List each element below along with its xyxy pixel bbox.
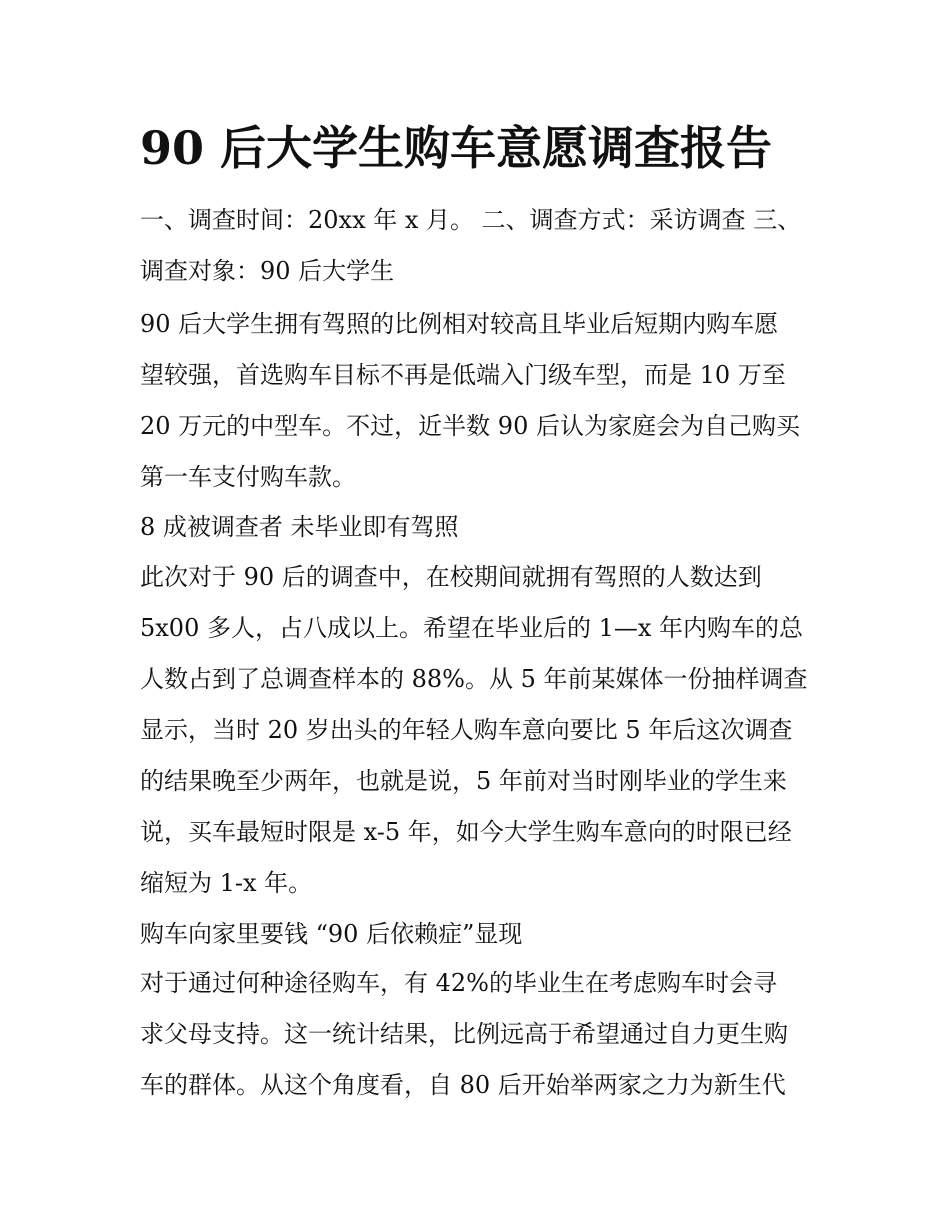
section1-line: 显示，当时 20 岁出头的年轻人购车意向要比 5 年后这次调查 — [140, 716, 793, 744]
section1-line: 此次对于 90 后的调查中，在校期间就拥有驾照的人数达到 — [140, 563, 762, 591]
section2-heading: 购车向家里要钱 “90 后依赖症”显现 — [140, 920, 523, 948]
intro-paragraph — [140, 195, 820, 297]
section1-line: 缩短为 1-x 年。 — [140, 869, 313, 897]
section2-line: 对于通过何种途径购车，有 42%的毕业生在考虑购车时会寻 — [140, 969, 777, 997]
section2-paragraph — [140, 958, 820, 1111]
summary-paragraph — [140, 299, 820, 503]
summary-line: 第一车支付购车款。 — [140, 463, 356, 491]
section1-paragraph — [140, 552, 820, 909]
section2-line: 求父母支持。这一统计结果，比例远高于希望通过自力更生购 — [140, 1020, 788, 1048]
intro-line: 一、调查时间：20xx 年 x 月。 二、调查方式：采访调查 三、 — [140, 206, 802, 234]
intro-line: 调查对象：90 后大学生 — [140, 257, 395, 285]
summary-line: 90 后大学生拥有驾照的比例相对较高且毕业后短期内购车愿 — [140, 310, 779, 338]
section2-line: 车的群体。从这个角度看，自 80 后开始举两家之力为新生代 — [140, 1071, 786, 1099]
section1-heading: 8 成被调查者 未毕业即有驾照 — [140, 513, 459, 541]
summary-line: 20 万元的中型车。不过，近半数 90 后认为家庭会为自己购买 — [140, 412, 800, 440]
summary-line: 望较强，首选购车目标不再是低端入门级车型，而是 10 万至 — [140, 361, 786, 389]
section1-line: 人数占到了总调查样本的 88%。从 5 年前某媒体一份抽样调查 — [140, 665, 808, 693]
document-title: 90 后大学生购车意愿调查报告 — [140, 121, 773, 175]
section1-line: 5x00 多人，占八成以上。希望在毕业后的 1—x 年内购车的总 — [140, 614, 804, 642]
section1-line: 的结果晚至少两年，也就是说，5 年前对当时刚毕业的学生来 — [140, 767, 787, 795]
section1-line: 说，买车最短时限是 x-5 年，如今大学生购车意向的时限已经 — [140, 818, 792, 846]
